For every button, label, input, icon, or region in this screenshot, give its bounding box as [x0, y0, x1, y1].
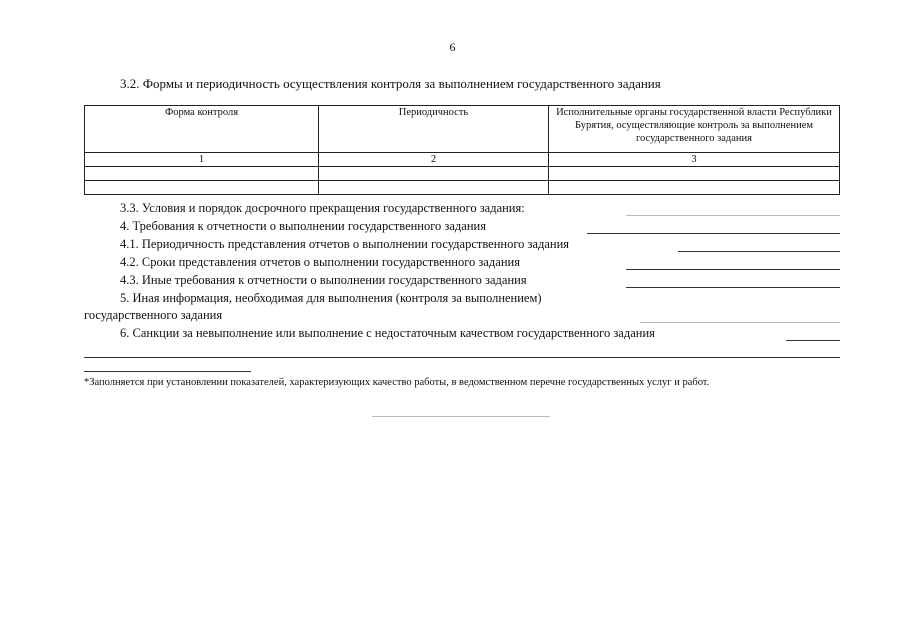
- header-authorities: Исполнительные органы государственной власти Республики Бурятия, осуществляющие контроль за выполнением государственного задания: [549, 106, 840, 153]
- table-row: [85, 181, 840, 195]
- item-4: 4. Требования к отчетности о выполнении государственного задания: [120, 219, 486, 233]
- fill-line-4-3: [626, 287, 840, 288]
- table-cell: [319, 181, 549, 195]
- table-cell: [85, 181, 319, 195]
- section-heading: 3.2. Формы и периодичность осуществления контроля за выполнением государственного задания: [120, 76, 661, 91]
- end-line: [372, 416, 550, 417]
- table-cell: [549, 181, 840, 195]
- fill-line-3-3: [626, 215, 840, 216]
- header-control-form: Форма контроля: [85, 106, 319, 153]
- table-cell: [319, 167, 549, 181]
- fill-line-4-1: [678, 251, 840, 252]
- fill-line-4-2: [626, 269, 840, 270]
- table-cell: [85, 167, 319, 181]
- header-periodicity: Периодичность: [319, 106, 549, 153]
- page-number: 6: [449, 40, 456, 54]
- col-number-2: 2: [319, 153, 549, 167]
- table-number-row: [85, 153, 840, 167]
- col-number-1: 1: [85, 153, 319, 167]
- item-4-1: 4.1. Периодичность представления отчетов о выполнении государственного задания: [120, 237, 570, 251]
- section-divider: [84, 357, 840, 358]
- control-table: [84, 105, 840, 195]
- item-5-continued: государственного задания: [84, 308, 223, 322]
- fill-line-4: [587, 233, 840, 234]
- footnote-separator: [84, 371, 251, 372]
- item-4-3: 4.3. Иные требования к отчетности о выполнении государственного задания: [120, 273, 527, 287]
- item-3-3: 3.3. Условия и порядок досрочного прекращения государственного задания:: [120, 201, 525, 215]
- item-6: 6. Санкции за невыполнение или выполнение с недостаточным качеством государственного задания: [120, 326, 655, 340]
- fill-line-6: [786, 340, 840, 341]
- table-header-row: [85, 106, 840, 153]
- item-4-2: 4.2. Сроки представления отчетов о выполнении государственного задания: [120, 255, 520, 269]
- fill-line-5: [640, 322, 840, 323]
- item-5: 5. Иная информация, необходимая для выполнения (контроля за выполнением): [120, 291, 542, 305]
- table-cell: [549, 167, 840, 181]
- footnote: *Заполняется при установлении показателей, характеризующих качество работы, в ведомственном перечне государственных услуг и работ.: [84, 377, 710, 388]
- col-number-3: 3: [549, 153, 840, 167]
- table-row: [85, 167, 840, 181]
